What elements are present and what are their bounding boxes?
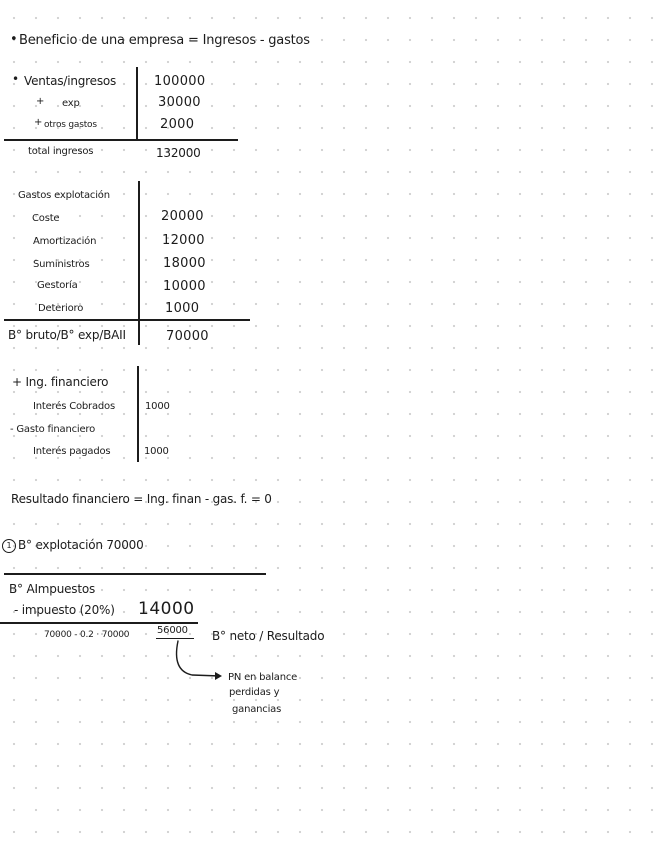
gestoria-value: 10000 <box>163 279 206 294</box>
note-line-3: ganancias <box>232 704 282 715</box>
coste-value: 20000 <box>161 209 204 224</box>
page-title: Beneficio de una empresa = Ingresos - gastos <box>19 33 310 48</box>
total-ingresos-value: 132000 <box>156 146 201 160</box>
circled-one: 1 <box>2 539 16 553</box>
total-ingresos-label: total ingresos <box>28 146 94 157</box>
exp-label: exp <box>62 98 80 109</box>
otros-gastos-plus: + <box>34 117 43 128</box>
ventas-bullet: • <box>12 72 19 86</box>
impuesto-value: 14000 <box>138 599 195 619</box>
beneficio-explotacion: B° explotación 70000 <box>18 538 144 552</box>
otros-gastos-value: 2000 <box>160 117 195 132</box>
exp-value: 30000 <box>158 95 201 110</box>
amortizacion-value: 12000 <box>162 233 205 248</box>
coste-label: Coste <box>32 213 60 224</box>
impuesto-calc: 70000 - 0.2 · 70000 <box>44 630 130 640</box>
otros-gastos-label: otros gastos <box>44 120 97 130</box>
gasto-financiero-label: - Gasto financiero <box>10 424 96 435</box>
neto-label: B° neto / Resultado <box>212 629 325 643</box>
interes-cobrados-value: 1000 <box>145 401 170 412</box>
resultado-explotacion-label: B° bruto/B° exp/BAII <box>8 328 126 342</box>
suministros-label: Suministros <box>33 259 90 270</box>
exp-plus: + <box>36 96 45 107</box>
neto-value: 56000 <box>157 625 188 636</box>
title-bullet: • <box>10 32 18 47</box>
interes-pagados-label: Interés pagados <box>33 446 111 457</box>
ingreso-financiero-label: + Ing. financiero <box>12 375 109 389</box>
bai-label: B° AImpuestos <box>9 582 96 596</box>
ventas-ingresos-label: Ventas/ingresos <box>24 74 117 88</box>
gastos-explotacion-label: Gastos explotación <box>18 190 110 201</box>
gestoria-label: Gestoría <box>37 280 78 291</box>
note-line-1: PN en balance <box>228 672 298 683</box>
resultado-financiero: Resultado financiero = Ing. finan - gas. f. = 0 <box>11 492 272 506</box>
suministros-value: 18000 <box>163 256 206 271</box>
deterioro-value: 1000 <box>165 301 200 316</box>
interes-cobrados-label: Interés Cobrados <box>33 401 115 412</box>
resultado-explotacion-value: 70000 <box>166 329 209 344</box>
impuesto-label: - impuesto (20%) <box>14 603 115 617</box>
interes-pagados-value: 1000 <box>144 446 169 457</box>
amortizacion-label: Amortización <box>33 236 97 247</box>
ventas-ingresos-value: 100000 <box>154 74 206 89</box>
deterioro-label: Deterioro <box>38 303 84 314</box>
note-line-2: perdidas y <box>229 687 280 698</box>
